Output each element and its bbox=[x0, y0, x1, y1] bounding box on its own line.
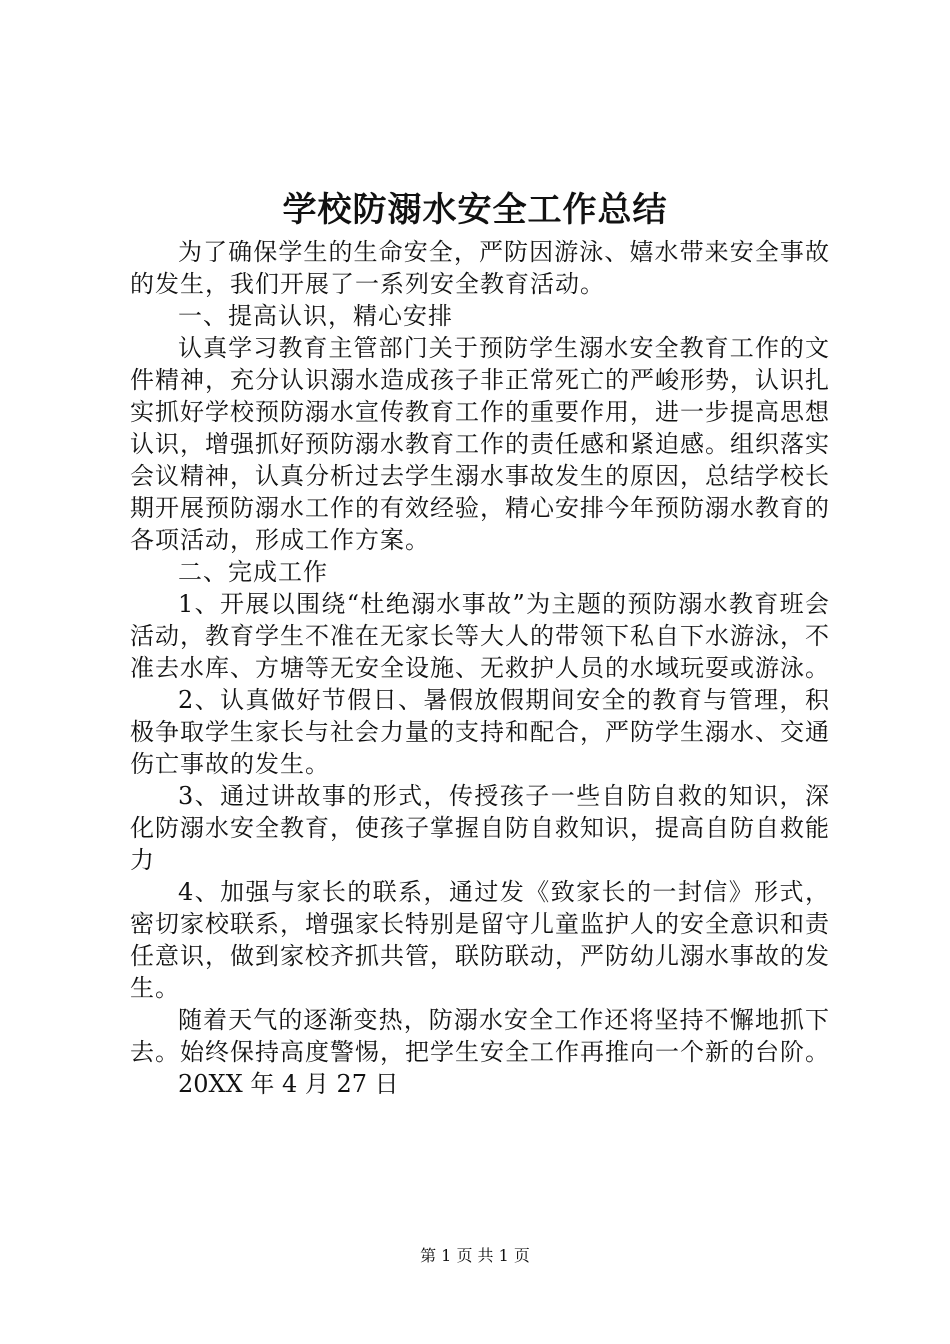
intro-paragraph: 为了确保学生的生命安全，严防因游泳、嬉水带来安全事故的发生，我们开展了一系列安全教育活动。 bbox=[130, 238, 830, 298]
page-footer: 第 1 页 共 1 页 bbox=[420, 1246, 530, 1265]
section-heading-1: 一、提高认识，精心安排 bbox=[178, 302, 453, 330]
section-1-paragraph: 认真学习教育主管部门关于预防学生溺水安全教育工作的文件精神，充分认识溺水造成孩子非正常死亡的严峻形势，认识扎实抓好学校预防溺水宣传教育工作的重要作用，进一步提高思想认识，增强抓好预防溺水教育工作的责任感和紧迫感。组织落实会议精神，认真分析过去学生溺水事故发生的原因，总结学校长期开展预防溺水工作的有效经验，精心安排今年预防溺水教育的各项活动，形成工作方案。 bbox=[130, 334, 830, 554]
document-date: 20XX 年 4 月 27 日 bbox=[178, 1070, 399, 1098]
work-item-2: 2、认真做好节假日、暑假放假期间安全的教育与管理，积极争取学生家长与社会力量的支持和配合，严防学生溺水、交通伤亡事故的发生。 bbox=[130, 686, 830, 778]
work-item-4: 4、加强与家长的联系，通过发《致家长的一封信》形式，密切家校联系，增强家长特别是留守儿童监护人的安全意识和责任意识，做到家校齐抓共管，联防联动，严防幼儿溺水事故的发生。 bbox=[130, 878, 830, 1002]
section-heading-2: 二、完成工作 bbox=[178, 558, 328, 586]
closing-paragraph: 随着天气的逐渐变热，防溺水安全工作还将坚持不懈地抓下去。始终保持高度警惕，把学生安全工作再推向一个新的台阶。 bbox=[130, 1006, 830, 1066]
work-item-1: 1、开展以围绕“杜绝溺水事故”为主题的预防溺水教育班会活动，教育学生不准在无家长等大人的带领下私自下水游泳，不准去水库、方塘等无安全设施、无救护人员的水域玩耍或游泳。 bbox=[130, 590, 830, 682]
work-item-3: 3、通过讲故事的形式，传授孩子一些自防自救的知识，深化防溺水安全教育，使孩子掌握自防自救知识，提高自防自救能力 bbox=[130, 782, 830, 874]
document-body bbox=[130, 236, 830, 1100]
document-title: 学校防溺水安全工作总结 bbox=[282, 190, 668, 230]
